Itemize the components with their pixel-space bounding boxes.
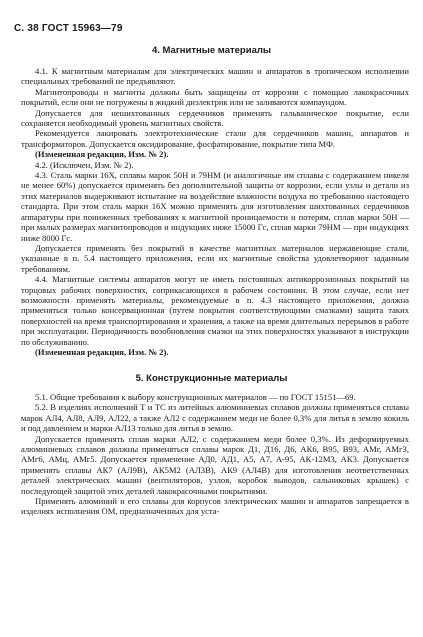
page-header: С. 38 ГОСТ 15963—79 (14, 23, 123, 34)
paragraph-4-3: 4.3. Сталь марки 16Х, сплавы марок 50Н и 79НМ (и аналогичные им сплавы с содержанием никеля не менее 60%) допускается применять без дополнительной защиты от коррозии, если узлы и детали из этих материалов выдерживают испытание на воздействие влажности воздуха по требованию настоящего стандарта. При этом сталь марки 16Х можно применять для изготовления шихтованных сердечников аппаратуры при пониженных требованиях к магнитной проницаемости и потерям, сплав марки 50Н — при малых размерах магнитопроводов и индукциях ниже 15000 Гс, сплав марки 79НМ — при индукциях ниже 8000 Гс. (21, 170, 409, 243)
amendment-note: (Измененная редакция, Изм. № 2). (35, 346, 169, 357)
section-5-title: 5. Конструкционные материалы (135, 373, 288, 384)
paragraph-4-1-protection: Магнитопроводы и магниты должны быть защищены от коррозии с помощью лакокрасочных покрытий, если они не погружены в жидкий диэлектрик или не заливаются компаундом. (21, 86, 409, 108)
paragraph-5-1: 5.1. Общие требования к выбору конструкционных материалов — по ГОСТ 15151—69. (35, 392, 356, 402)
section-5-body (21, 392, 409, 517)
section-4-body (21, 66, 409, 357)
section-4-title: 4. Магнитные материалы (151, 45, 272, 56)
paragraph-5-2-alloys: Допускается применять сплав марки АЛ2, с содержанием меди более 0,3%. Из деформируемых алюминиевых сплавов должны применяться сплавы марок Д1, Д16, Д6, АК6, В95, В93, АМг, АМг3, АМг6, АМц, АМг5. Допускается применение АД0, АД1, А5, А7, А-95, АК-12М3, АК3. Допускается применять сплавы АК7 (АЛ9В), АК5М2 (АЛ3В), АК9 (АЛ4В) для изготовления неответственных деталей электрических машин (вентиляторов, узлов, коробок выводов, сальниковых крышек) с последующей защитой этих деталей лакокрасочными покрытиями. (21, 433, 409, 496)
paragraph-4-1-galvanic: Допускается для нешихтованных сердечников применять гальваническое покрытие, если сохраняется необходимый уровень магнитных свойств. (21, 107, 409, 129)
paragraph-4-3-stainless: Допускается применять без покрытий в качестве магнитных материалов нержавеющие стали, указанные в п. 5.4 настоящего приложения, если их магнитные свойства удовлетворяют заданным требованиям. (21, 242, 409, 274)
paragraph-4-1-lacquer: Рекомендуется лакировать электротехнические стали для сердечников машин, аппаратов и трансформаторов. Допускается оксидирование, фосфатирование, покрытие типа МФ. (21, 128, 409, 149)
paragraph-5-2: 5.2. В изделиях исполнений Т и ТС из литейных алюминиевых сплавов должны применяться сплавы марок АЛ4, АЛ8, АЛ9, АЛ22, а также АЛ2 с содержанием меди не более 0,3% для литья в землю кокиль и под давлением и марки АЛ13 только для литья в землю. (21, 402, 409, 434)
paragraph-4-1: 4.1. К магнитным материалам для электрических машин и аппаратов в тропическом исполнении специальных требований не предъявляют. (21, 66, 409, 87)
paragraph-4-4: 4.4. Магнитные системы аппаратов могут не иметь постоянных антикоррозионных покрытий на торцовых рабочих поверхностях, соприкасающихся в рабочем состоянии. В этом случае, если нет возможности применять материалы, рекомендуемые в п. 4.3 настоящего приложения, должна применяться только консервационная (путем покрытия соответствующими смазками) защита таких поверхностей на время транспортирования и хранения, а также на время длительных перерывов в работе при эксплуатации. Периодичность возобновления смазки на этих поверхностях указывают в инструкции по обслуживанию. (21, 274, 409, 347)
paragraph-5-2-aluminium: Применять алюминий и его сплавы для корпусов электрических машин и аппаратов запрещается в изделиях исполнения ОМ, предназначенных для уста- (21, 496, 409, 517)
amendment-note: (Измененная редакция, Изм. № 2). (35, 149, 169, 160)
paragraph-4-2: 4.2. (Исключен, Изм. № 2). (35, 159, 134, 170)
